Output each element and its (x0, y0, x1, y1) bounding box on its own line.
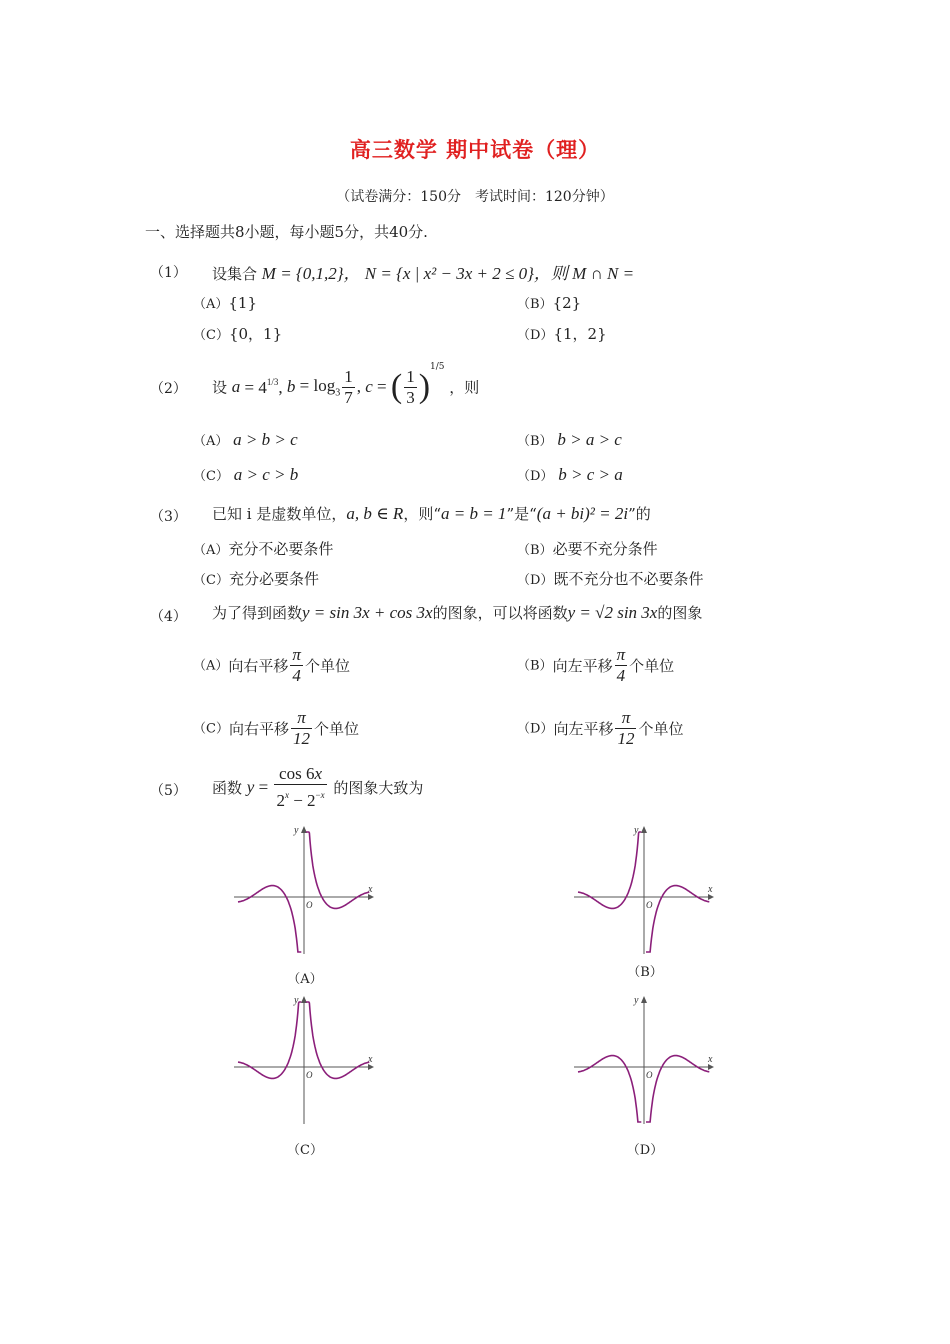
question-stem: 设 $a = 4^{1/3}$, $b = \log_3$ $\frac{1}{7}$ , c = ( $\frac{1}{3}$ )$^{1/5}$ ，则 (212, 362, 480, 407)
y-axis-label: y (294, 825, 299, 836)
origin-label: O (646, 900, 653, 910)
graph-c[interactable] (232, 994, 377, 1129)
stem-text: 设 (212, 378, 228, 397)
origin-label: O (646, 1070, 653, 1080)
fraction-1-7: $\frac{1}{7}$ (344, 366, 353, 407)
question-stem: 为了得到函数y = sin 3x + cos 3x的图象，可以将函数y = √2 sin 3x的图象 (212, 603, 703, 622)
fraction-pi-12: $\frac{\pi}{12}$ (292, 708, 310, 748)
option-b[interactable]: （B）向左平移 $\frac{\pi}{4}$ 个单位 (517, 645, 675, 685)
origin-label: O (306, 1070, 313, 1080)
question-stem (212, 259, 634, 284)
y-axis-label: y (634, 995, 639, 1006)
graph-b[interactable] (572, 824, 717, 959)
section-heading: 一、选择题共8小题，每小题5分，共40分. (145, 223, 428, 241)
graph-label: （B） (627, 965, 663, 980)
graph-label: （A） (287, 972, 323, 987)
curve-left-branch (238, 886, 301, 952)
fraction-pi-4: $\frac{\pi}{4}$ (292, 645, 301, 685)
graph-label: （D） (626, 1143, 664, 1158)
graph-a[interactable] (232, 824, 377, 959)
option-a[interactable]: （A）向右平移 $\frac{\pi}{4}$ 个单位 (193, 645, 350, 685)
question-number: （3） (150, 509, 187, 525)
fraction-1-3: $\frac{1}{3}$ (406, 366, 415, 407)
question-stem: 已知 i 是虚数单位，a, b ∈ R，则“a = b = 1”是“(a + bi)² = 2i”的 (212, 504, 651, 523)
y-axis-arrow (641, 826, 647, 833)
exam-info: （试卷满分：150分 考试时间：120分钟） (336, 189, 614, 205)
option-d[interactable]: （D）{1，2} (517, 325, 607, 343)
stem-math: a (231, 377, 241, 396)
stem-text: 设集合 (212, 265, 258, 283)
x-axis-label: x (368, 884, 373, 895)
x-axis-label: x (708, 1054, 713, 1065)
question-number: （1） (150, 265, 187, 281)
option-b[interactable]: （B）必要不充分条件 (517, 540, 658, 558)
y-axis-label: y (294, 995, 299, 1006)
option-b[interactable]: （B）{2} (517, 294, 582, 312)
origin-label: O (306, 900, 313, 910)
option-d[interactable]: （D）向左平移 $\frac{\pi}{12}$ 个单位 (517, 708, 684, 748)
graph-d[interactable] (572, 994, 717, 1129)
y-axis-label: y (634, 825, 639, 836)
graph-label: （C） (287, 1143, 323, 1158)
option-c[interactable]: （C） a > c > b (193, 465, 299, 484)
option-c[interactable]: （C）向右平移 $\frac{\pi}{12}$ 个单位 (193, 708, 359, 748)
curve-right-branch (646, 1056, 709, 1122)
option-a[interactable]: （A）{1} (193, 294, 258, 312)
stem-text: ，则 (449, 378, 480, 397)
x-axis-label: x (708, 884, 713, 895)
curve-right-branch (646, 886, 709, 952)
question-number: （4） (150, 609, 187, 625)
option-a[interactable]: （A）充分不必要条件 (193, 540, 334, 558)
question-stem: 函数 y = $\frac{\cos 6x}{2^x - 2^{-x}}$ 的图象大致为 (212, 764, 424, 810)
question-number: （2） (150, 381, 187, 397)
function-fraction: $\frac{\cos 6x}{2^x - 2^{-x}}$ (276, 764, 325, 810)
option-c[interactable]: （C）充分必要条件 (193, 570, 319, 588)
option-d[interactable]: （D）既不充分也不必要条件 (517, 570, 704, 588)
page-title: 高三数学 期中试卷（理） (349, 137, 601, 162)
option-c[interactable]: （C）{0，1} (193, 325, 283, 343)
question-number: （5） (150, 783, 187, 799)
x-axis-label: x (368, 1054, 373, 1065)
option-a[interactable]: （A） a > b > c (193, 430, 298, 449)
option-b[interactable]: （B） b > a > c (517, 430, 622, 449)
y-axis-arrow (641, 996, 647, 1003)
fraction-pi-12: $\frac{\pi}{12}$ (617, 708, 635, 748)
curve-left-branch (578, 1056, 641, 1122)
option-d[interactable]: （D） b > c > a (517, 465, 623, 484)
fraction-pi-4: $\frac{\pi}{4}$ (616, 645, 626, 685)
stem-math: M = {0,1,2}， N = {x | x² − 3x + 2 ≤ 0}，则 M ∩ N = (261, 264, 635, 283)
